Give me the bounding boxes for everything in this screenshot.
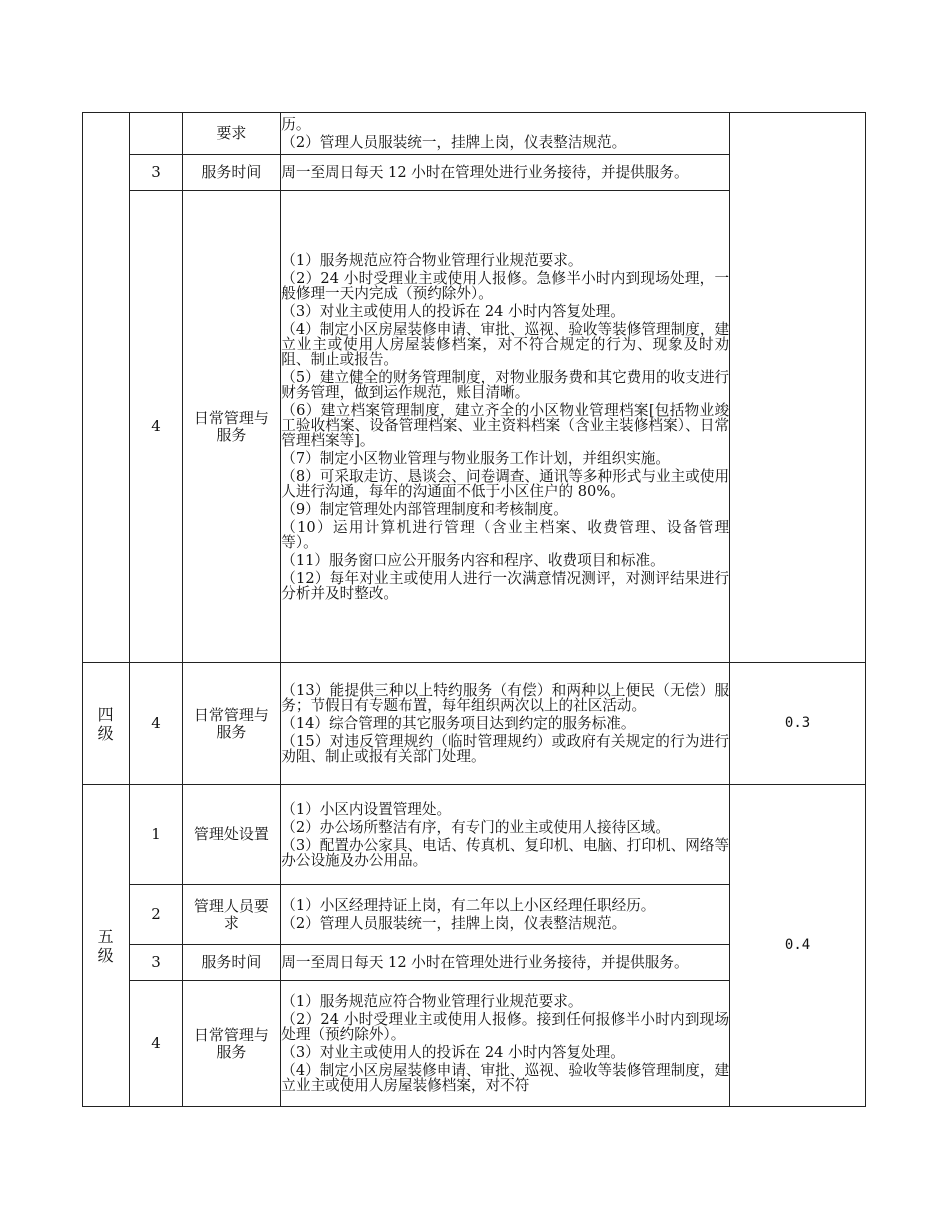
content-line: （12）每年对业主或使用人进行一次满意情况测评，对测评结果进行分析并及时整改。: [281, 569, 730, 602]
content-line: （11）服务窗口应公开服务内容和程序、收费项目和标准。: [281, 551, 665, 569]
content-cell: [281, 885, 730, 945]
content-cell: [281, 155, 730, 191]
coefficient-value: 0.4: [730, 785, 866, 1107]
item-number: 4: [130, 663, 182, 785]
content-line: （3）对业主或使用人的投诉在 24 小时内答复处理。: [281, 302, 625, 320]
item-name: 日常管理与服务: [182, 191, 281, 663]
content-line: （2）24 小时受理业主或使用人报修。接到任何报修半小时内到现场处理（预约除外）。: [281, 1011, 730, 1043]
content-cell: [281, 191, 730, 663]
level-label: 四 级: [83, 663, 130, 785]
item-name: 服务时间: [182, 155, 281, 191]
content-line: （1）服务规范应符合物业管理行业规范要求。: [281, 251, 583, 269]
item-number: 3: [130, 155, 182, 191]
item-name: 管理人员要求: [182, 885, 281, 945]
content-line: （7）制定小区物业管理与物业服务工作计划，并组织实施。: [281, 449, 670, 467]
content-line: （2）24 小时受理业主或使用人报修。急修半小时内到现场处理，一般修理一天内完成（预约除外）。: [281, 269, 730, 302]
coefficient-cell: [730, 113, 866, 663]
content-line: （1）小区经理持证上岗，有二年以上小区经理任职经历。: [281, 897, 656, 914]
content-line: （14）综合管理的其它服务项目达到约定的服务标准。: [281, 715, 636, 732]
content-line: （1）小区内设置管理处。: [281, 800, 452, 818]
content-line: （10）运用计算机进行管理（含业主档案、收费管理、设备管理等）。: [281, 518, 730, 551]
content-line: （5）建立健全的财务管理制度，对物业服务费和其它费用的收支进行财务管理，做到运作规范，账目清晰。: [281, 368, 730, 401]
content-line: （3）配置办公家具、电话、传真机、复印机、电脑、打印机、网络等办公设施及办公用品。: [281, 836, 730, 869]
content-cell: [281, 113, 730, 155]
table-row: [83, 785, 866, 885]
coefficient-value: 0.3: [730, 663, 866, 785]
item-number: [130, 113, 182, 155]
content-line: （4）制定小区房屋装修申请、审批、巡视、验收等装修管理制度，建立业主或使用人房屋装修档案，对不符: [281, 1062, 730, 1094]
content-line: （13）能提供三种以上特约服务（有偿）和两种以上便民（无偿）服务；节假日有专题布置，每年组织两次以上的社区活动。: [281, 682, 730, 714]
item-name: 服务时间: [182, 945, 281, 981]
content-line: 历。: [281, 116, 311, 133]
content-line: 周一至周日每天 12 小时在管理处进行业务接待，并提供服务。: [281, 164, 689, 181]
content-cell: [281, 945, 730, 981]
content-line: （8）可采取走访、恳谈会、问卷调查、通讯等多种形式与业主或使用人进行沟通，每年的沟通面不低于小区住户的 80%。: [281, 467, 730, 500]
content-cell: [281, 981, 730, 1107]
content-line: （3）对业主或使用人的投诉在 24 小时内答复处理。: [281, 1044, 625, 1061]
content-line: （6）建立档案管理制度，建立齐全的小区物业管理档案[包括物业竣工验收档案、设备管理档案、业主资料档案（含业主装修档案）、日常管理档案等]。: [281, 401, 730, 449]
item-name: 日常管理与服务: [182, 663, 281, 785]
item-number: 3: [130, 945, 182, 981]
service-standard-table: [82, 112, 866, 1107]
item-number: 4: [130, 981, 182, 1107]
table-row: [83, 113, 866, 155]
content-line: （9）制定管理处内部管理制度和考核制度。: [281, 500, 568, 518]
content-line: （2）管理人员服装统一，挂牌上岗，仪表整洁规范。: [281, 915, 627, 932]
content-line: （2）管理人员服装统一，挂牌上岗，仪表整洁规范。: [281, 134, 627, 151]
level-cell: [83, 113, 130, 663]
item-name: 日常管理与服务: [182, 981, 281, 1107]
content-line: （2）办公场所整洁有序，有专门的业主或使用人接待区域。: [281, 818, 670, 836]
level-label: 五 级: [83, 785, 130, 1107]
content-line: （1）服务规范应符合物业管理行业规范要求。: [281, 993, 583, 1010]
item-name: 管理处设置: [182, 785, 281, 885]
content-line: （4）制定小区房屋装修申请、审批、巡视、验收等装修管理制度，建立业主或使用人房屋装修档案，对不符合规定的行为、现象及时劝阻、制止或报告。: [281, 320, 730, 368]
content-line: 周一至周日每天 12 小时在管理处进行业务接待，并提供服务。: [281, 954, 689, 971]
content-cell: [281, 785, 730, 885]
table-row: [83, 663, 866, 785]
item-name: 要求: [182, 113, 281, 155]
item-number: 4: [130, 191, 182, 663]
content-cell: [281, 663, 730, 785]
content-line: （15）对违反管理规约（临时管理规约）或政府有关规定的行为进行劝阻、制止或报有关部门处理。: [281, 733, 730, 765]
item-number: 2: [130, 885, 182, 945]
item-number: 1: [130, 785, 182, 885]
